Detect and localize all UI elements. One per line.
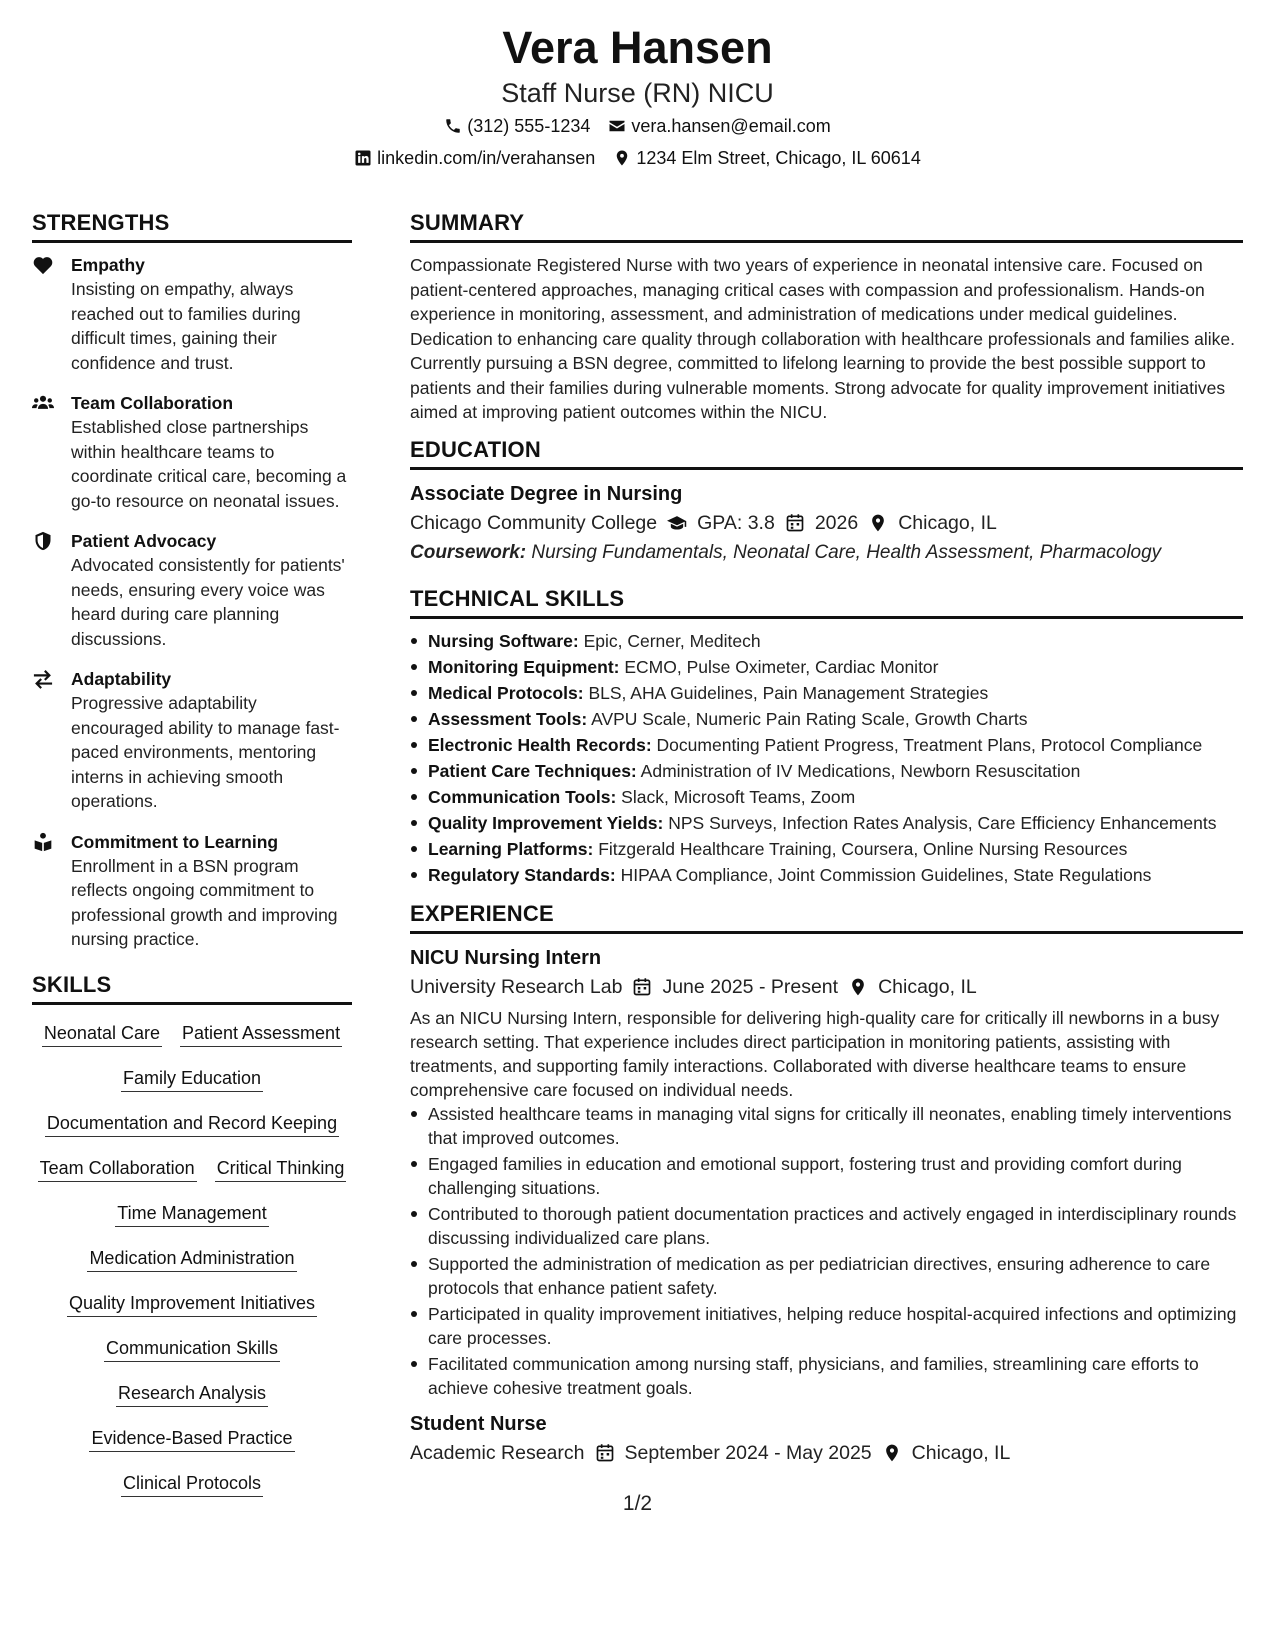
strength-name: Adaptability	[71, 669, 172, 689]
envelope-icon	[608, 117, 626, 135]
strength-name: Team Collaboration	[71, 393, 234, 413]
map-pin-icon	[613, 149, 631, 167]
skills-heading: SKILLS	[32, 970, 352, 1005]
users-icon	[32, 393, 54, 413]
education-meta	[410, 508, 1243, 538]
address-contact	[613, 142, 921, 174]
email-text[interactable]: vera.hansen@email.com	[631, 116, 831, 136]
job-entry	[410, 1410, 1243, 1468]
education-location: Chicago, IL	[898, 511, 997, 534]
calendar-icon	[595, 1443, 615, 1463]
strength-desc: Progressive adaptability encouraged ability to manage fast-paced environments, mentoring interns in achieving smooth operations.	[71, 693, 340, 811]
graduation-cap-icon	[667, 513, 687, 533]
strengths-heading: STRENGTHS	[32, 208, 352, 243]
degree-name: Associate Degree in Nursing	[410, 482, 683, 505]
job-bullets	[410, 1102, 1243, 1400]
skill-chip: Time Management	[115, 1201, 268, 1227]
job-org: University Research Lab	[410, 975, 623, 998]
list-item: Supported the administration of medication as per pediatrician directives, ensuring adherence to care protocols that enhance patient safety.	[428, 1252, 1243, 1300]
skill-chip: Clinical Protocols	[121, 1471, 263, 1497]
exchange-icon	[32, 669, 54, 689]
coursework-label: Coursework:	[410, 541, 527, 563]
map-pin-icon	[868, 513, 888, 533]
list-item: Engaged families in education and emotional support, fostering trust and providing comfort during challenging situations.	[428, 1152, 1243, 1200]
page-number: 1/2	[622, 1492, 653, 1515]
list-item: Assisted healthcare teams in managing vital signs for critically ill neonates, enabling timely interventions that improved outcomes.	[428, 1102, 1243, 1150]
strength-item-empathy	[32, 253, 352, 375]
list-item: Patient Care Techniques: Administration of IV Medications, Newborn Resuscitation	[428, 759, 1243, 783]
candidate-title: Staff Nurse (RN) NICU	[501, 78, 774, 108]
job-dates: September 2024 - May 2025	[624, 1441, 872, 1464]
strength-item-adaptability	[32, 667, 352, 814]
list-item: Learning Platforms: Fitzgerald Healthcare Training, Coursera, Online Nursing Resources	[428, 837, 1243, 861]
linkedin-icon	[354, 149, 372, 167]
list-item: Regulatory Standards: HIPAA Compliance, Joint Commission Guidelines, State Regulations	[428, 863, 1243, 887]
gpa: GPA: 3.8	[697, 511, 775, 534]
coursework	[410, 538, 1243, 568]
job-title: Student Nurse	[410, 1412, 547, 1435]
school-name: Chicago Community College	[410, 511, 658, 534]
list-item: Facilitated communication among nursing staff, physicians, and families, streamlining care efforts to achieve cohesive treatment goals.	[428, 1352, 1243, 1400]
left-column	[32, 208, 352, 1497]
job-entry	[410, 944, 1243, 1400]
linkedin-contact[interactable]	[354, 142, 595, 174]
list-item: Assessment Tools: AVPU Scale, Numeric Pain Rating Scale, Growth Charts	[428, 707, 1243, 731]
technical-skills-list	[410, 629, 1243, 887]
phone-icon	[444, 117, 462, 135]
strength-name: Empathy	[71, 255, 145, 275]
email-contact[interactable]	[608, 110, 830, 142]
skill-chip: Communication Skills	[104, 1336, 280, 1362]
skill-chip: Quality Improvement Initiatives	[67, 1291, 317, 1317]
skill-chip: Patient Assessment	[180, 1021, 342, 1047]
summary-text: Compassionate Registered Nurse with two years of experience in neonatal intensive care. Focused on patient-centered approaches, managing critical cases with compassion and professionalism. Hands-on experience in monitoring, assessment, and administration of medications under medical guidelines. Dedication to enhancing care quality through collaboration with healthcare professionals and families alike. Currently pursuing a BSN degree, committed to lifelong learning to provide the best possible support to patients and their families during vulnerable moments. Strong advocate for quality improvement initiatives aimed at improving patient outcomes within the NICU.	[410, 255, 1235, 422]
strength-item-team-collaboration	[32, 391, 352, 513]
skill-chip: Evidence-Based Practice	[89, 1426, 294, 1452]
address-text: 1234 Elm Street, Chicago, IL 60614	[636, 148, 921, 168]
job-title: NICU Nursing Intern	[410, 946, 602, 969]
phone-contact	[444, 110, 590, 142]
list-item: Nursing Software: Epic, Cerner, Meditech	[428, 629, 1243, 653]
contact-row-1	[0, 110, 1275, 142]
map-pin-icon	[848, 977, 868, 997]
strength-name: Patient Advocacy	[71, 531, 217, 551]
job-description: As an NICU Nursing Intern, responsible for delivering high-quality care for critically ill newborns in a busy research setting. That experience includes direct participation in monitoring patients, assisting with treatments, and supporting family interactions. Collaborated with diverse healthcare teams to ensure comprehensive care focused on individual needs.	[410, 1007, 1220, 1100]
education-heading: EDUCATION	[410, 435, 1243, 470]
list-item: Medical Protocols: BLS, AHA Guidelines, Pain Management Strategies	[428, 681, 1243, 705]
list-item: Electronic Health Records: Documenting Patient Progress, Treatment Plans, Protocol Compliance	[428, 733, 1243, 757]
experience-heading: EXPERIENCE	[410, 899, 1243, 934]
map-pin-icon	[882, 1443, 902, 1463]
contact-row-2	[0, 142, 1275, 174]
job-org: Academic Research	[410, 1441, 585, 1464]
job-location: Chicago, IL	[878, 975, 977, 998]
calendar-icon	[632, 977, 652, 997]
right-column	[410, 208, 1243, 1468]
list-item: Quality Improvement Yields: NPS Surveys, Infection Rates Analysis, Care Efficiency Enhancements	[428, 811, 1243, 835]
book-reader-icon	[32, 832, 54, 852]
list-item: Monitoring Equipment: ECMO, Pulse Oximeter, Cardiac Monitor	[428, 655, 1243, 679]
calendar-icon	[785, 513, 805, 533]
shield-icon	[32, 531, 54, 551]
technical-skills-heading: TECHNICAL SKILLS	[410, 584, 1243, 619]
skill-chip: Critical Thinking	[215, 1156, 347, 1182]
candidate-name: Vera Hansen	[502, 22, 773, 73]
strength-desc: Insisting on empathy, always reached out to families during difficult times, gaining their confidence and trust.	[71, 279, 301, 373]
strength-item-patient-advocacy	[32, 529, 352, 651]
skill-chip: Medication Administration	[87, 1246, 296, 1272]
skills-list	[32, 1015, 352, 1497]
job-meta	[410, 1438, 1243, 1468]
job-dates: June 2025 - Present	[662, 975, 839, 998]
job-meta	[410, 972, 1243, 1002]
phone-text: (312) 555-1234	[467, 116, 591, 136]
summary-heading: SUMMARY	[410, 208, 1243, 243]
strength-desc: Established close partnerships within healthcare teams to coordinate critical care, becoming a go-to resource on neonatal issues.	[71, 417, 347, 511]
skill-chip: Team Collaboration	[38, 1156, 197, 1182]
skill-chip: Neonatal Care	[42, 1021, 162, 1047]
job-location: Chicago, IL	[911, 1441, 1011, 1464]
resume-header	[0, 20, 1275, 174]
strength-desc: Enrollment in a BSN program reflects ongoing commitment to professional growth and improving nursing practice.	[71, 855, 338, 949]
heart-icon	[32, 255, 54, 275]
skill-chip: Documentation and Record Keeping	[45, 1111, 339, 1137]
coursework-list: Nursing Fundamentals, Neonatal Care, Health Assessment, Pharmacology	[531, 541, 1162, 563]
list-item: Contributed to thorough patient documentation practices and actively engaged in interdisciplinary rounds discussing individualized care plans.	[428, 1202, 1243, 1250]
linkedin-text[interactable]: linkedin.com/in/verahansen	[377, 148, 596, 168]
strength-item-commitment-to-learning	[32, 830, 352, 952]
list-item: Participated in quality improvement initiatives, helping reduce hospital-acquired infections and optimizing care processes.	[428, 1302, 1243, 1350]
strength-name: Commitment to Learning	[71, 831, 279, 852]
graduation-year: 2026	[814, 511, 859, 534]
list-item: Communication Tools: Slack, Microsoft Teams, Zoom	[428, 785, 1243, 809]
skill-chip: Research Analysis	[116, 1381, 268, 1407]
skill-chip: Family Education	[121, 1066, 263, 1092]
strength-desc: Advocated consistently for patients' needs, ensuring every voice was heard during care planning discussions.	[71, 555, 345, 649]
